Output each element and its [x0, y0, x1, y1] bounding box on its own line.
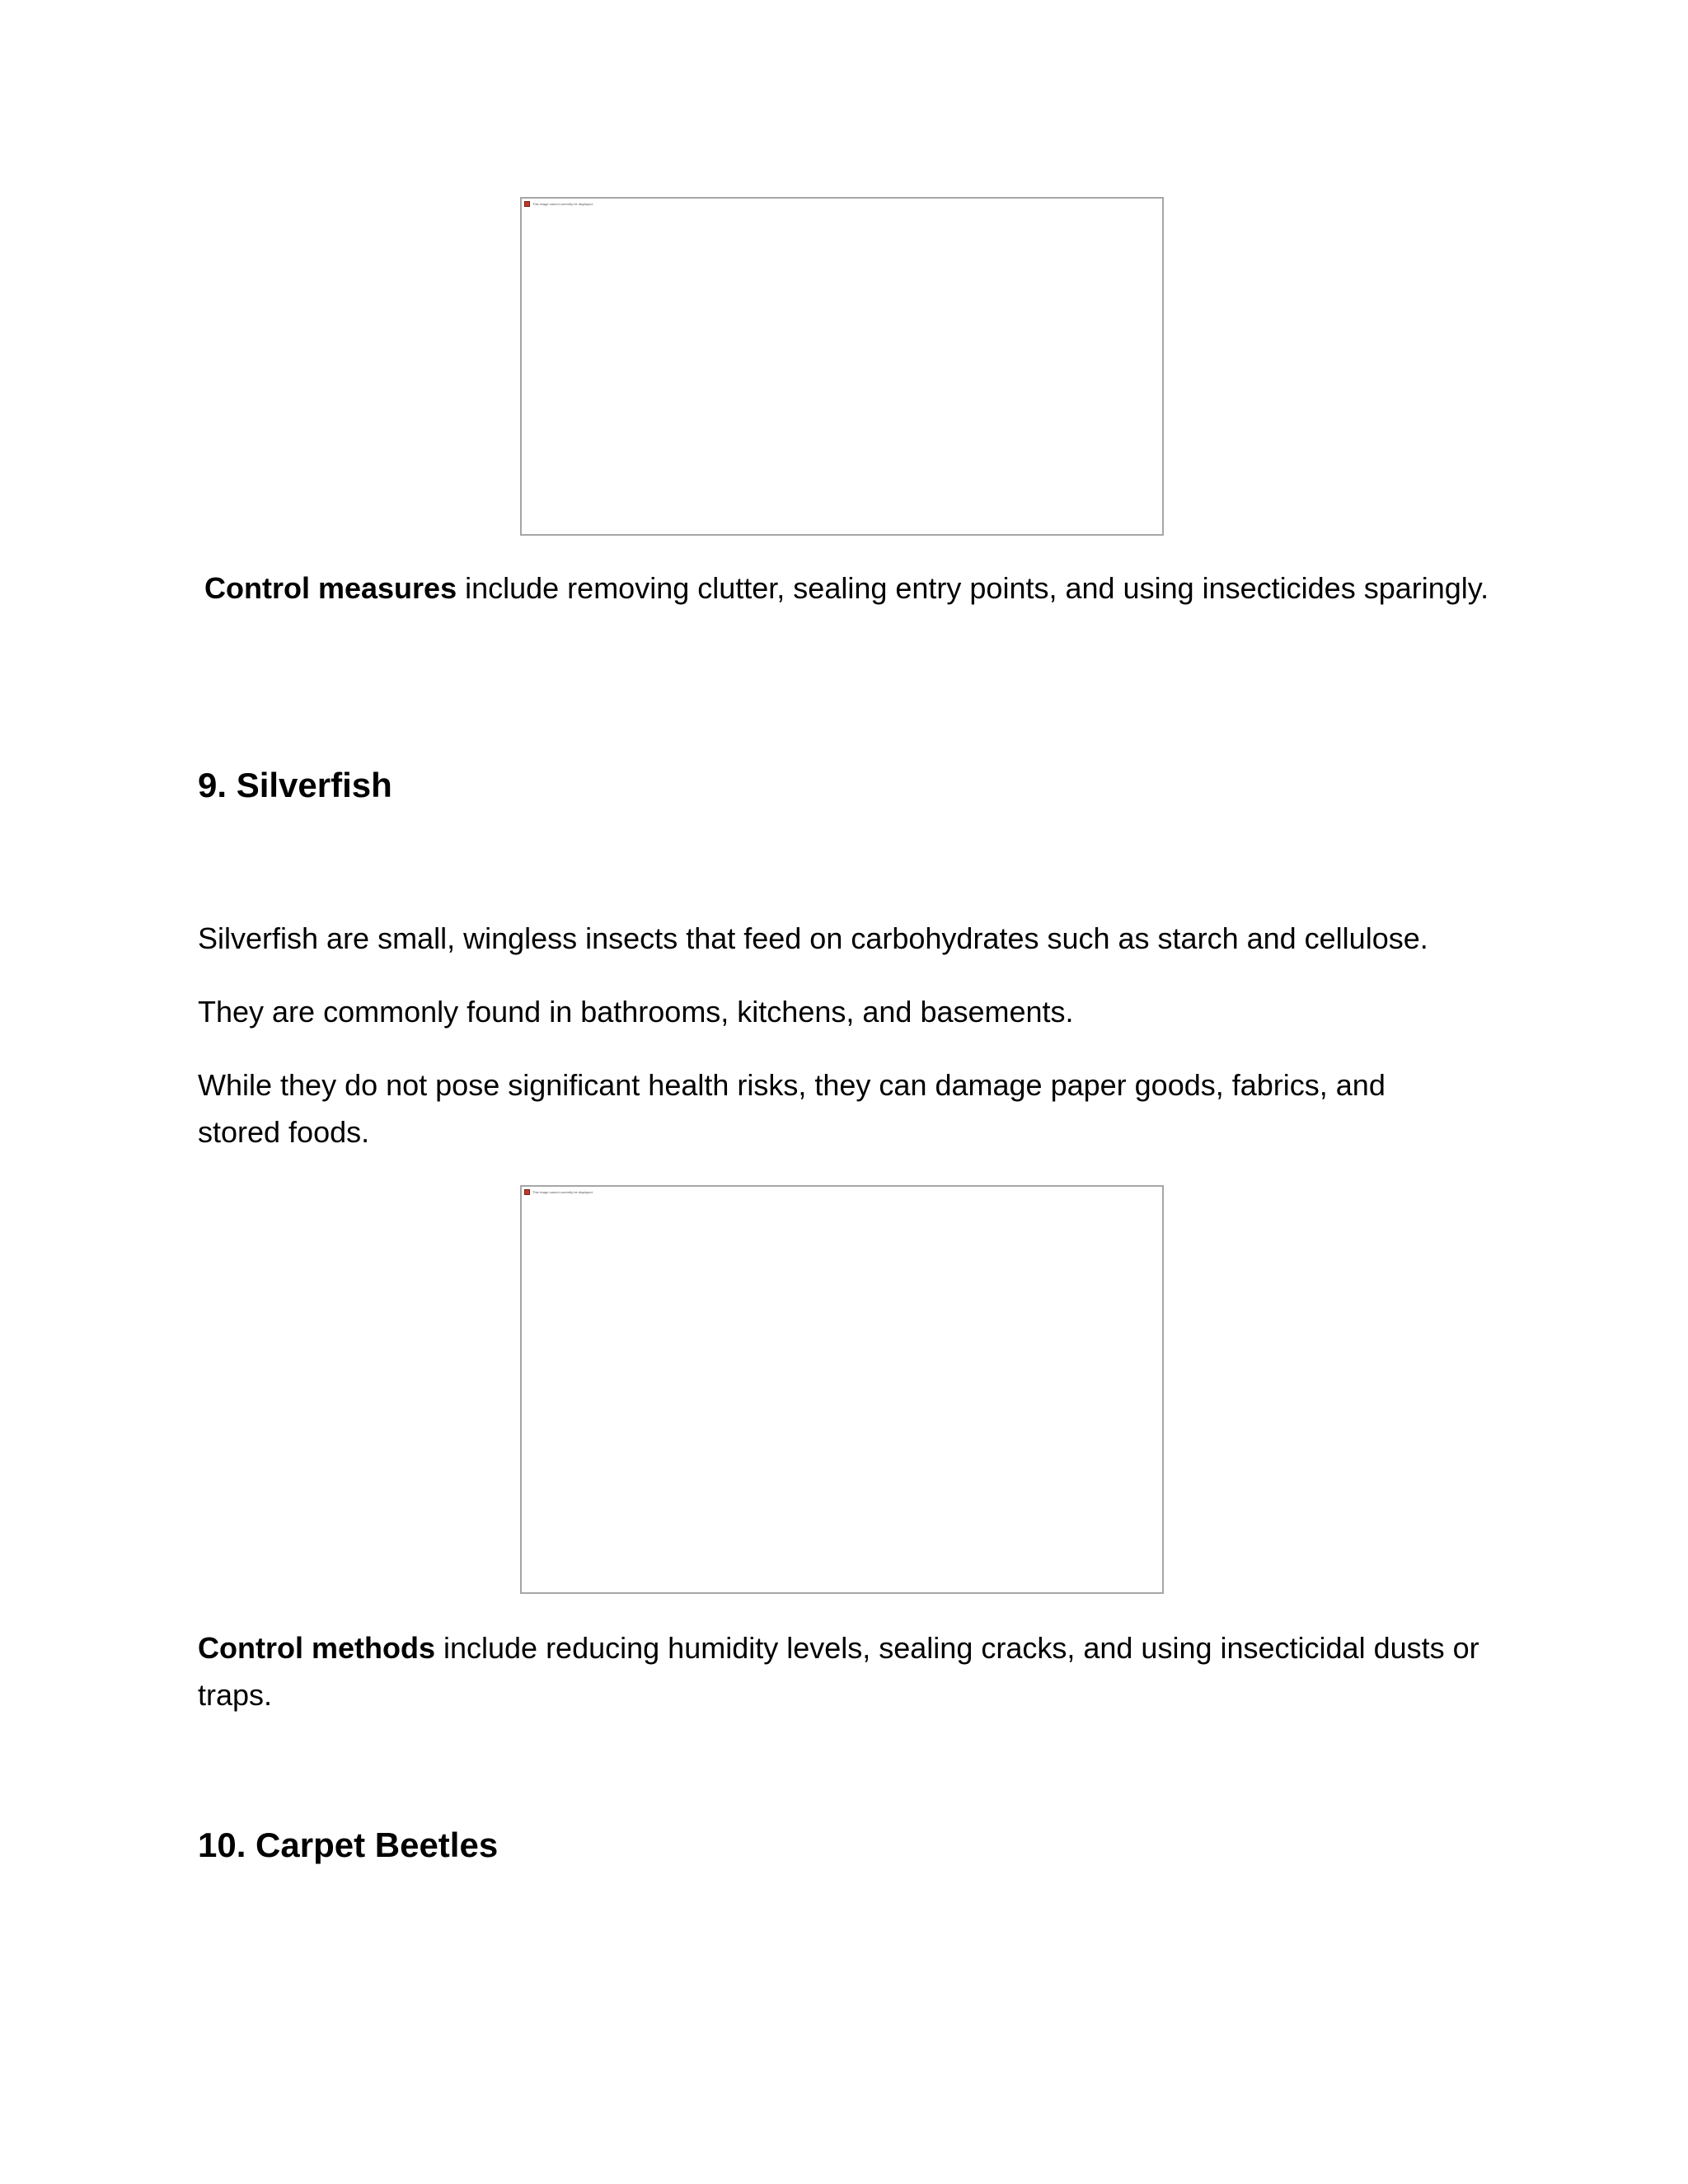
broken-image-text: This image cannot currently be displayed.	[532, 201, 593, 206]
silverfish-paragraph-2: They are commonly found in bathrooms, kitchens, and basements.	[198, 995, 1074, 1029]
control-methods-bold: Control methods	[198, 1631, 435, 1665]
heading-silverfish: 9. Silverfish	[198, 766, 392, 804]
control-measures-bold: Control measures	[204, 571, 457, 605]
control-methods-paragraph	[198, 1624, 1508, 1718]
broken-image-indicator	[524, 201, 593, 207]
image-placeholder-2	[520, 1185, 1164, 1594]
silverfish-paragraph-3: While they do not pose significant health risks, they can damage paper goods, fabrics, and stored foods.	[198, 1068, 1386, 1149]
heading-carpet-beetles: 10. Carpet Beetles	[198, 1825, 499, 1864]
control-methods-text: include reducing humidity levels, sealing cracks, and using insecticidal dusts or traps.	[198, 1631, 1479, 1712]
broken-image-icon	[524, 1189, 530, 1195]
broken-image-indicator	[524, 1189, 593, 1195]
control-measures-paragraph	[204, 565, 1508, 612]
broken-image-text: This image cannot currently be displayed.	[532, 1189, 593, 1194]
control-measures-text: include removing clutter, sealing entry points, and using insecticides sparingly.	[457, 571, 1489, 605]
image-placeholder-1	[520, 197, 1164, 536]
broken-image-icon	[524, 201, 530, 207]
silverfish-paragraph-1: Silverfish are small, wingless insects that feed on carbohydrates such as starch and cellulose.	[198, 921, 1428, 955]
